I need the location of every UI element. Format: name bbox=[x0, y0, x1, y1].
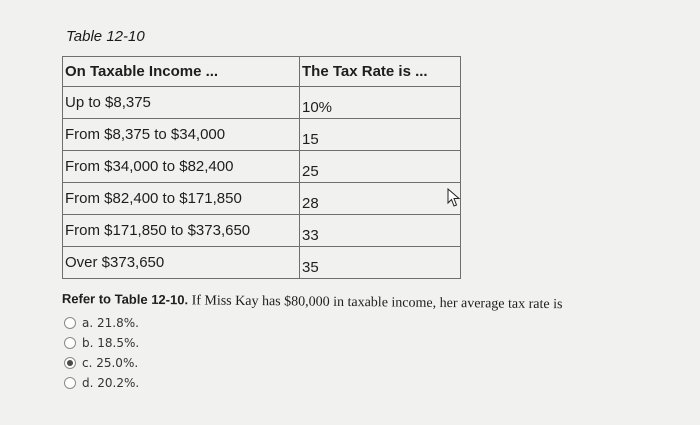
income-cell: Over $373,650 bbox=[63, 247, 300, 279]
income-cell: Up to $8,375 bbox=[63, 87, 300, 119]
income-cell: From $34,000 to $82,400 bbox=[63, 151, 300, 183]
answer-label[interactable]: c. 25.0%. bbox=[82, 356, 139, 370]
rate-cell: 25 bbox=[300, 151, 461, 183]
answer-option-c[interactable] bbox=[64, 353, 139, 373]
question-reference: Refer to Table 12-10. bbox=[61, 291, 189, 308]
table-row bbox=[63, 215, 461, 247]
radio-button-icon[interactable] bbox=[64, 337, 76, 349]
answer-option-d[interactable] bbox=[64, 373, 139, 393]
table-header-row bbox=[63, 57, 461, 87]
answer-label[interactable]: a. 21.8%. bbox=[82, 316, 139, 330]
radio-button-selected-icon[interactable] bbox=[64, 357, 76, 369]
mouse-pointer-icon bbox=[447, 188, 461, 208]
answer-option-a[interactable] bbox=[64, 313, 139, 333]
table-row bbox=[63, 119, 461, 151]
rate-cell: 35 bbox=[300, 247, 461, 279]
table-caption: Table 12-10 bbox=[66, 28, 145, 45]
answer-options bbox=[64, 313, 139, 393]
income-cell: From $82,400 to $171,850 bbox=[63, 183, 300, 215]
tax-rate-table bbox=[62, 56, 461, 279]
column-header-rate: The Tax Rate is ... bbox=[300, 57, 461, 87]
radio-button-icon[interactable] bbox=[64, 377, 76, 389]
table-row bbox=[63, 151, 461, 183]
question-prompt bbox=[62, 291, 692, 315]
table-row bbox=[63, 247, 461, 279]
table-row bbox=[63, 183, 461, 215]
table-row bbox=[63, 87, 461, 119]
income-cell: From $8,375 to $34,000 bbox=[63, 119, 300, 151]
answer-option-b[interactable] bbox=[64, 333, 139, 353]
rate-cell: 10% bbox=[300, 87, 461, 119]
radio-button-icon[interactable] bbox=[64, 317, 76, 329]
rate-cell: 33 bbox=[300, 215, 461, 247]
question-text: If Miss Kay has $80,000 in taxable income, her average tax rate is bbox=[188, 293, 563, 313]
rate-cell: 15 bbox=[300, 119, 461, 151]
income-cell: From $171,850 to $373,650 bbox=[63, 215, 300, 247]
rate-cell: 28 bbox=[300, 183, 461, 215]
answer-label[interactable]: d. 20.2%. bbox=[82, 376, 140, 390]
column-header-income: On Taxable Income ... bbox=[63, 57, 300, 87]
answer-label[interactable]: b. 18.5%. bbox=[82, 336, 140, 350]
